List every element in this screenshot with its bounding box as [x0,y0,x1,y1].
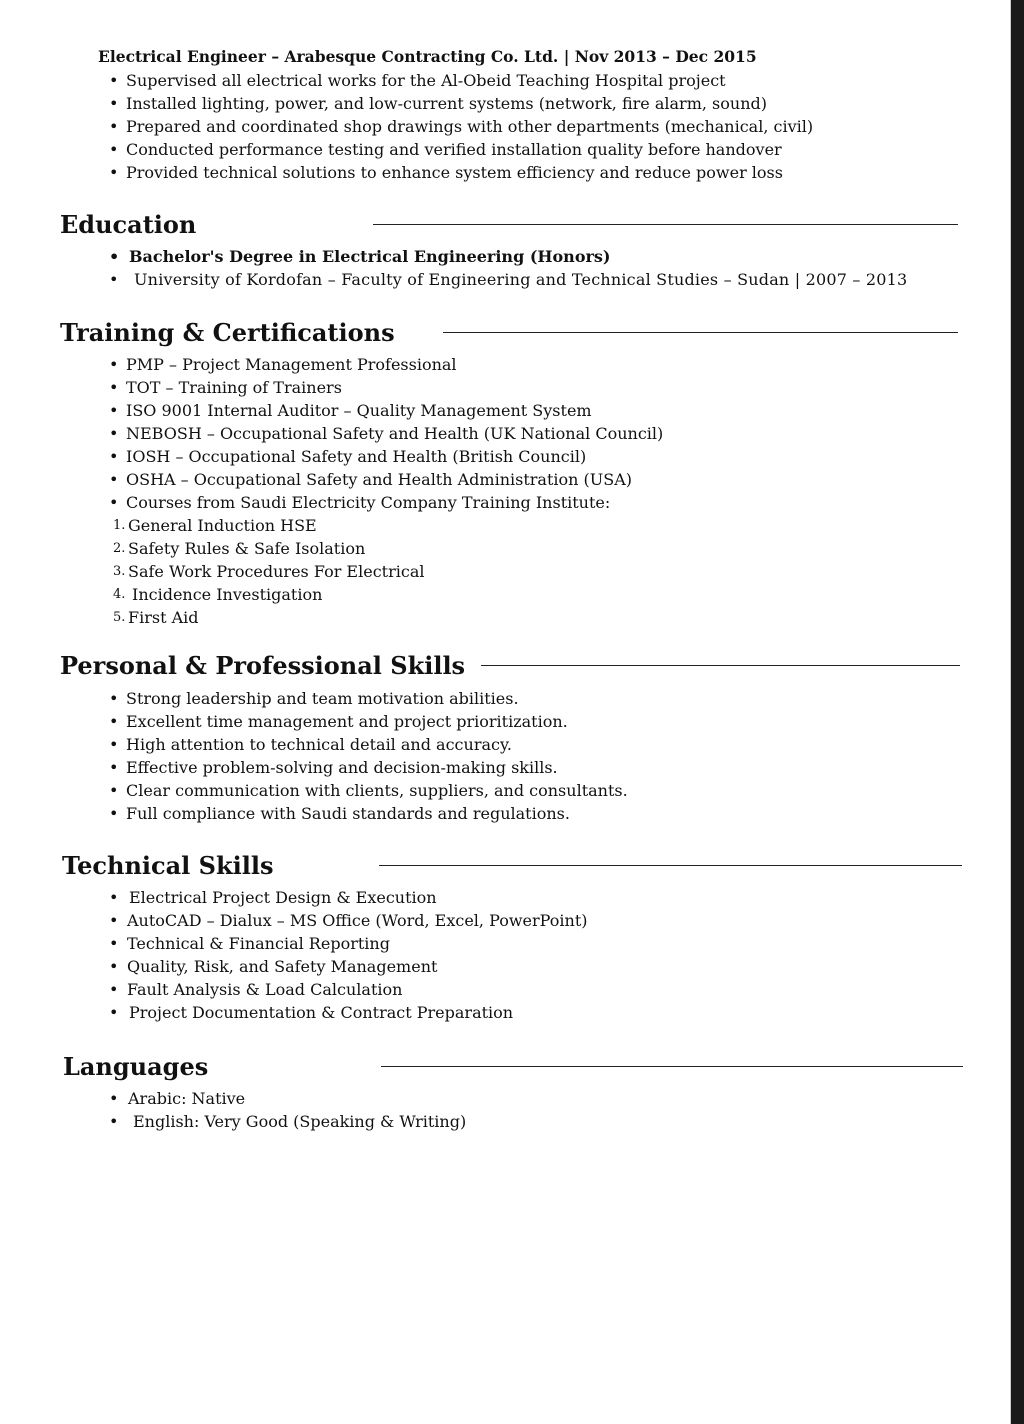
course-text: Safety Rules & Safe Isolation [128,539,366,558]
item-number: 1. [113,518,126,533]
list-item: • Installed lighting, power, and low-current systems (network, fire alarm, sound) [0,92,1000,115]
course-text: Safe Work Procedures For Electrical [128,562,425,581]
list-item [0,537,800,560]
list-item: • Courses from Saudi Electricity Company Training Institute: [0,491,1000,514]
list-item: • Strong leadership and team motivation abilities. [0,687,1000,710]
education-list [0,245,1000,291]
item-number: 3. [113,564,126,579]
languages-rule [381,1066,963,1067]
personal-skills-rule [481,665,960,666]
list-item: • PMP – Project Management Professional [0,353,1000,376]
course-text: First Aid [128,608,199,627]
personal-skills-heading: Personal & Professional Skills [60,651,466,680]
education-rule [373,224,958,225]
technical-skills-heading: Technical Skills [62,851,274,880]
list-item: • Technical & Financial Reporting [0,932,1000,955]
list-item: • Project Documentation & Contract Preparation [0,1001,1000,1024]
list-item: • High attention to technical detail and accuracy. [0,733,1000,756]
list-item [0,583,800,606]
personal-skills-list [0,687,1000,825]
course-text: General Induction HSE [128,516,317,535]
list-item: • Clear communication with clients, suppliers, and consultants. [0,779,1000,802]
list-item: • Full compliance with Saudi standards and regulations. [0,802,1000,825]
list-item: • Electrical Project Design & Execution [0,886,1000,909]
list-item [0,560,800,583]
list-item: • Conducted performance testing and verified installation quality before handover [0,138,1000,161]
list-item: • Supervised all electrical works for the Al-Obeid Teaching Hospital project [0,69,1000,92]
list-item [0,514,800,537]
languages-list [0,1087,1000,1133]
degree-item: • Bachelor's Degree in Electrical Engineering (Honors) [0,245,1000,268]
list-item: • NEBOSH – Occupational Safety and Health (UK National Council) [0,422,1000,445]
training-rule [443,332,958,333]
course-text: Incidence Investigation [132,585,323,604]
item-number: 2. [113,541,126,556]
job-title: Electrical Engineer – Arabesque Contracting Co. Ltd. | Nov 2013 – Dec 2015 [98,47,757,66]
list-item: • OSHA – Occupational Safety and Health Administration (USA) [0,468,1000,491]
list-item: • AutoCAD – Dialux – MS Office (Word, Excel, PowerPoint) [0,909,1000,932]
list-item: • Excellent time management and project prioritization. [0,710,1000,733]
list-item: • Fault Analysis & Load Calculation [0,978,1000,1001]
education-heading: Education [60,210,197,239]
list-item [0,606,800,629]
certifications-list [0,353,1000,514]
experience-bullets [0,69,1000,184]
university-item: • University of Kordofan – Faculty of Engineering and Technical Studies – Sudan | 2007 – 2013 [0,268,1000,291]
item-number: 5. [113,610,126,625]
technical-skills-rule [379,865,962,866]
courses-list [0,514,800,629]
list-item: • Quality, Risk, and Safety Management [0,955,1000,978]
training-heading: Training & Certifications [60,318,395,347]
list-item: • Effective problem-solving and decision-making skills. [0,756,1000,779]
item-number: 4. [113,587,126,602]
list-item: • English: Very Good (Speaking & Writing) [0,1110,1000,1133]
list-item: • Provided technical solutions to enhance system efficiency and reduce power loss [0,161,1000,184]
technical-skills-list [0,886,1000,1024]
list-item: • Prepared and coordinated shop drawings with other departments (mechanical, civil) [0,115,1000,138]
list-item: • TOT – Training of Trainers [0,376,1000,399]
list-item: • IOSH – Occupational Safety and Health (British Council) [0,445,1000,468]
list-item: • Arabic: Native [0,1087,1000,1110]
list-item: • ISO 9001 Internal Auditor – Quality Management System [0,399,1000,422]
languages-heading: Languages [63,1052,209,1081]
